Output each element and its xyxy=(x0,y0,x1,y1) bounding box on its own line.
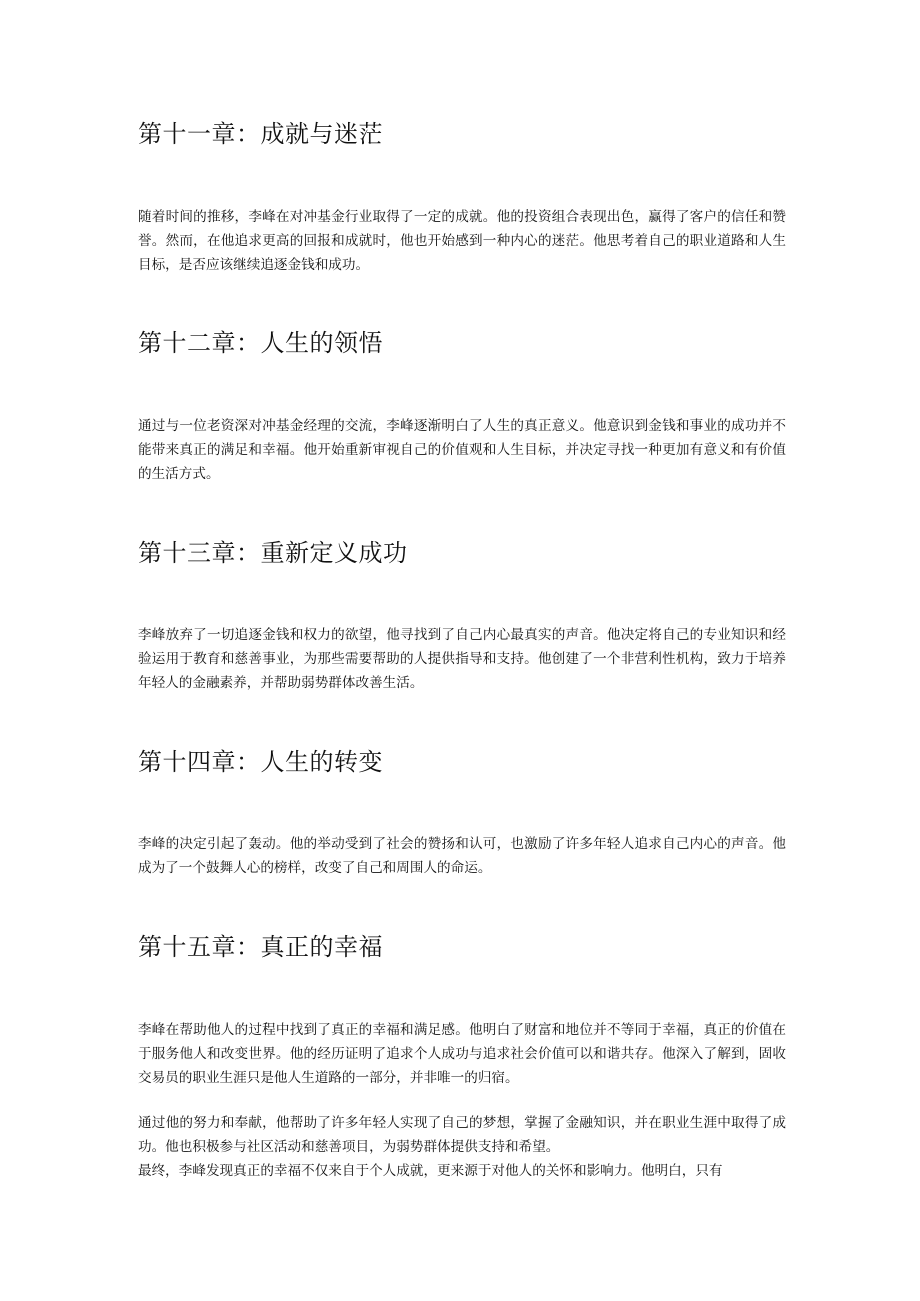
chapter-14-paragraph: 李峰的决定引起了轰动。他的举动受到了社会的赞扬和认可，也激励了许多年轻人追求自己内心的声音。他成为了一个鼓舞人心的榜样，改变了自己和周围人的命运。 xyxy=(138,836,786,876)
chapter-11-title: 第十一章：成就与迷茫 xyxy=(138,120,383,148)
chapter-15-paragraph-2: 通过他的努力和奉献，他帮助了许多年轻人实现了自己的梦想，掌握了金融知识，并在职业生涯中取得了成功。他也积极参与社区活动和慈善项目，为弱势群体提供支持和希望。 xyxy=(138,1115,786,1155)
chapter-14-title: 第十四章：人生的转变 xyxy=(138,748,383,776)
chapter-13-paragraph: 李峰放弃了一切追逐金钱和权力的欲望，他寻找到了自己内心最真实的声音。他决定将自己的专业知识和经验运用于教育和慈善事业，为那些需要帮助的人提供指导和支持。他创建了一个非营利性机构，致力于培养年轻人的金融素养，并帮助弱势群体改善生活。 xyxy=(138,627,786,691)
chapter-15-paragraph-1: 李峰在帮助他人的过程中找到了真正的幸福和满足感。他明白了财富和地位并不等同于幸福，真正的价值在于服务他人和改变世界。他的经历证明了追求个人成功与追求社会价值可以和谐共存。他深入了解到，固收交易员的职业生涯只是他人生道路的一部分，并非唯一的归宿。 xyxy=(138,1022,786,1086)
chapter-12-title: 第十二章：人生的领悟 xyxy=(138,329,383,357)
chapter-12-paragraph: 通过与一位老资深对冲基金经理的交流，李峰逐渐明白了人生的真正意义。他意识到金钱和事业的成功并不能带来真正的满足和幸福。他开始重新审视自己的价值观和人生目标，并决定寻找一种更加有意义和有价值的生活方式。 xyxy=(138,418,786,482)
chapter-15-paragraph-3: 最终，李峰发现真正的幸福不仅来自于个人成就，更来源于对他人的关怀和影响力。他明白，只有 xyxy=(138,1163,723,1179)
chapter-15-title: 第十五章：真正的幸福 xyxy=(138,933,383,961)
chapter-13-title: 第十三章：重新定义成功 xyxy=(138,539,408,567)
chapter-11-paragraph: 随着时间的推移，李峰在对冲基金行业取得了一定的成就。他的投资组合表现出色，赢得了客户的信任和赞誉。然而，在他追求更高的回报和成就时，他也开始感到一种内心的迷茫。他思考着自己的职业道路和人生目标，是否应该继续追逐金钱和成功。 xyxy=(138,209,786,273)
